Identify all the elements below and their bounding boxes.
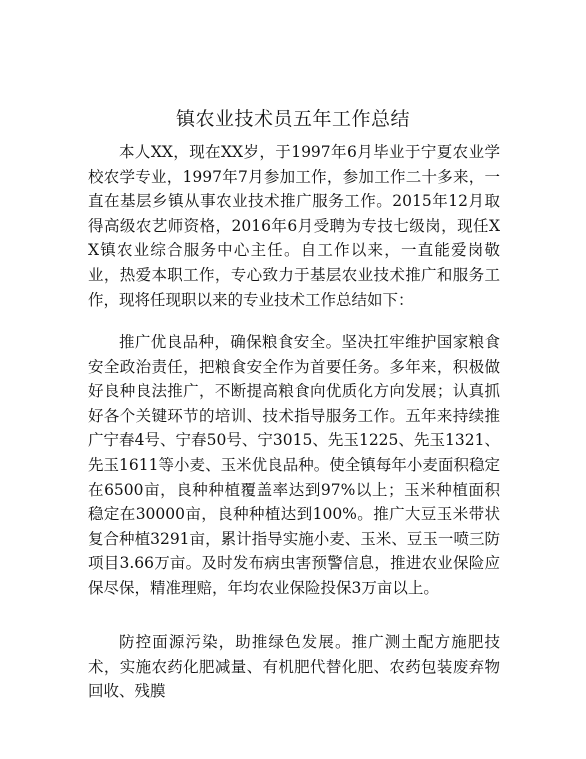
document-title: 镇农业技术员五年工作总结 — [175, 108, 410, 130]
paragraph-pollution-control: 防控面源污染，助推绿色发展。推广测土配方施肥技术，实施农药化肥减量、有机肥代替化肥、农药包装废弃物回收、残膜 — [88, 633, 500, 701]
paragraph-intro: 本人XX，现在XX岁，于1997年6月毕业于宁夏农业学校农学专业，1997年7月参加工作，参加工作二十多来，一直在基层乡镇从事农业技术推广服务工作。2015年12月取得高级农艺师资格，2016年6月受聘为专技七级岗，现任XX镇农业综合服务中心主任。自工作以来，一直能爱岗敬业，热爱本职工作，专心致力于基层农业技术推广和服务工作，现将任现职以来的专业技术工作总结如下： — [88, 143, 500, 309]
paragraph-grain-security: 推广优良品种，确保粮食安全。坚决扛牢维护国家粮食安全政治责任，把粮食安全作为首要任务。多年来，积极做好良种良法推广，不断提高粮食向优质化方向发展；认真抓好各个关键环节的培训、技术指导服务工作。五年来持续推广宁春4号、宁春50号、宁3015、先玉1225、先玉1321、先玉1611等小麦、玉米优良品种。使全镇每年小麦面积稳定在6500亩，良种种植覆盖率达到97%以上；玉米种植面积稳定在30000亩，良种种植达到100%。推广大豆玉米带状复合种植3291亩，累计指导实施小麦、玉米、豆玉一喷三防项目3.66万亩。及时发布病虫害预警信息，推进农业保险应保尽保，精准理赔，年均农业保险投保3万亩以上。 — [88, 333, 500, 597]
